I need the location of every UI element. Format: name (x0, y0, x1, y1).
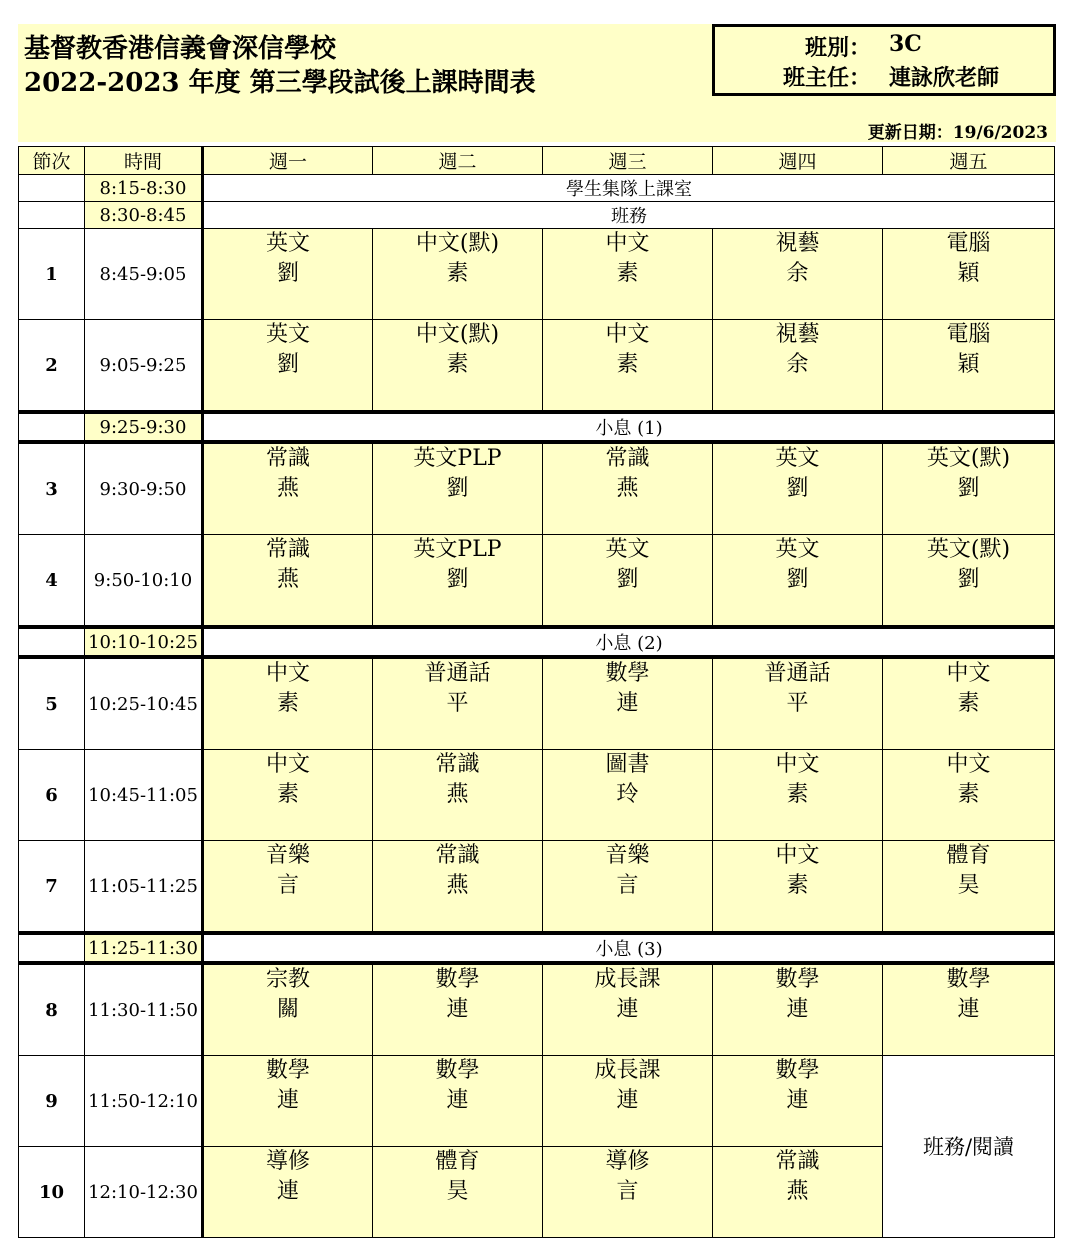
lesson-cell (543, 963, 713, 1056)
teacher: 燕 (786, 1179, 809, 1204)
teacher: 余 (786, 261, 809, 286)
period-time: 10:10-10:25 (85, 627, 203, 657)
update-date: 更新日期：19/6/2023 (867, 123, 1048, 143)
subject: 導修 (265, 1149, 310, 1174)
subject: 英文PLP (413, 446, 502, 471)
lesson-cell (883, 657, 1055, 750)
lesson-cell (543, 1056, 713, 1147)
lesson-cell (713, 229, 883, 320)
teacher: 平 (786, 691, 809, 716)
subject: 體育 (435, 1149, 480, 1174)
teacher: 連 (446, 997, 469, 1022)
lesson-cell (203, 535, 373, 628)
subject: 中文 (265, 661, 310, 686)
table-row (19, 202, 1055, 229)
lesson-cell (883, 750, 1055, 841)
table-row (19, 627, 1055, 657)
lesson-cell (713, 1056, 883, 1147)
teacher: 言 (616, 873, 639, 898)
subject: 中文 (946, 752, 991, 777)
teacher: 言 (616, 1179, 639, 1204)
span-activity: 小息 (3) (203, 933, 1055, 963)
subject: 電腦 (946, 322, 991, 347)
period-number (19, 627, 85, 657)
timetable-title: 2022-2023 年度 第三學段試後上課時間表 (24, 68, 536, 98)
period-number: 8 (19, 963, 85, 1056)
subject: 數學 (775, 967, 820, 992)
school-name: 基督教香港信義會深信學校 (24, 34, 337, 64)
lesson-cell (203, 841, 373, 934)
subject: 英文 (775, 446, 820, 471)
teacher: 昊 (446, 1179, 469, 1204)
lesson-cell (713, 963, 883, 1056)
period-time: 9:05-9:25 (85, 320, 203, 413)
subject: 英文(默) (926, 446, 1011, 471)
lesson-cell (203, 1056, 373, 1147)
subject: 中文 (775, 752, 820, 777)
lesson-cell (883, 320, 1055, 413)
column-header: 週五 (883, 147, 1055, 175)
span-activity: 小息 (1) (203, 412, 1055, 442)
lesson-cell (203, 657, 373, 750)
subject: 常識 (435, 843, 480, 868)
table-row (19, 841, 1055, 934)
teacher: 燕 (446, 782, 469, 807)
column-header: 時間 (85, 147, 203, 175)
period-time: 11:30-11:50 (85, 963, 203, 1056)
merged-line: 班務/ (922, 1134, 973, 1159)
subject: 中文 (775, 843, 820, 868)
teacher: 穎 (957, 352, 980, 377)
header-row (19, 147, 1055, 175)
subject: 體育 (946, 843, 991, 868)
subject: 成長課 (594, 1058, 661, 1083)
teacher: 燕 (276, 567, 299, 592)
teacher: 連 (616, 691, 639, 716)
period-time: 8:15-8:30 (85, 175, 203, 202)
column-header: 節次 (19, 147, 85, 175)
period-time: 9:25-9:30 (85, 412, 203, 442)
lesson-cell (373, 1056, 543, 1147)
lesson-cell (713, 320, 883, 413)
subject: 常識 (605, 446, 650, 471)
title-block (18, 24, 714, 142)
period-time: 9:30-9:50 (85, 442, 203, 535)
teacher: 劉 (446, 567, 469, 592)
teacher: 穎 (957, 261, 980, 286)
table-row (19, 657, 1055, 750)
teacher: 劉 (276, 261, 299, 286)
table-row (19, 750, 1055, 841)
update-area (712, 96, 1056, 142)
teacher: 余 (786, 352, 809, 377)
period-number: 5 (19, 657, 85, 750)
subject: 英文PLP (413, 537, 502, 562)
lesson-cell (543, 229, 713, 320)
period-number (19, 933, 85, 963)
subject: 中文 (605, 322, 650, 347)
subject: 數學 (435, 967, 480, 992)
subject: 音樂 (265, 843, 310, 868)
lesson-cell (373, 442, 543, 535)
lesson-cell (543, 535, 713, 628)
teacher: 素 (446, 261, 469, 286)
teacher: 劉 (786, 567, 809, 592)
lesson-cell (373, 963, 543, 1056)
period-number: 9 (19, 1056, 85, 1147)
teacher: 連 (957, 997, 980, 1022)
merged-line: 閱讀 (972, 1134, 1015, 1159)
teacher: 素 (957, 691, 980, 716)
teacher: 連 (786, 997, 809, 1022)
teacher: 劉 (446, 476, 469, 501)
lesson-cell (713, 535, 883, 628)
lesson-cell (373, 750, 543, 841)
subject: 數學 (775, 1058, 820, 1083)
column-header: 週一 (203, 147, 373, 175)
lesson-cell (713, 841, 883, 934)
table-row (19, 535, 1055, 628)
period-number (19, 175, 85, 202)
subject: 英文 (775, 537, 820, 562)
period-number: 2 (19, 320, 85, 413)
teacher: 燕 (616, 476, 639, 501)
period-number (19, 412, 85, 442)
lesson-cell (203, 320, 373, 413)
span-activity: 班務 (203, 202, 1055, 229)
subject: 音樂 (605, 843, 650, 868)
period-time: 9:50-10:10 (85, 535, 203, 628)
subject: 中文 (265, 752, 310, 777)
subject: 中文(默) (415, 231, 500, 256)
column-header: 週四 (713, 147, 883, 175)
subject: 英文 (605, 537, 650, 562)
lesson-cell (203, 229, 373, 320)
teacher: 連 (616, 1088, 639, 1113)
column-header: 週三 (543, 147, 713, 175)
teacher: 連 (446, 1088, 469, 1113)
lesson-cell (883, 535, 1055, 628)
subject: 普通話 (764, 661, 831, 686)
subject: 數學 (946, 967, 991, 992)
teacher: 素 (786, 873, 809, 898)
teacher: 連 (276, 1088, 299, 1113)
lesson-cell (543, 750, 713, 841)
lesson-cell (713, 442, 883, 535)
subject: 視藝 (775, 322, 820, 347)
subject: 導修 (605, 1149, 650, 1174)
lesson-cell (203, 442, 373, 535)
teacher: 素 (786, 782, 809, 807)
lesson-cell (373, 320, 543, 413)
lesson-cell (543, 320, 713, 413)
span-activity: 學生集隊上課室 (203, 175, 1055, 202)
period-number: 1 (19, 229, 85, 320)
column-header: 週二 (373, 147, 543, 175)
period-number: 7 (19, 841, 85, 934)
teacher: 劉 (276, 352, 299, 377)
teacher: 素 (276, 782, 299, 807)
lesson-cell (203, 963, 373, 1056)
lesson-cell (543, 657, 713, 750)
lesson-cell (883, 229, 1055, 320)
subject: 電腦 (946, 231, 991, 256)
teacher: 素 (276, 691, 299, 716)
table-row (19, 1056, 1055, 1147)
subject: 數學 (605, 661, 650, 686)
subject: 普通話 (424, 661, 491, 686)
subject: 常識 (265, 537, 310, 562)
class-info-box (712, 24, 1056, 96)
teacher: 劉 (957, 476, 980, 501)
teacher: 連 (616, 997, 639, 1022)
period-time: 8:45-9:05 (85, 229, 203, 320)
teacher: 連 (786, 1088, 809, 1113)
table-row (19, 320, 1055, 413)
period-number (19, 202, 85, 229)
friday-class-affairs (883, 1056, 1055, 1238)
timetable (18, 146, 1055, 1238)
period-time: 12:10-12:30 (85, 1147, 203, 1238)
period-time: 11:25-11:30 (85, 933, 203, 963)
subject: 英文 (265, 231, 310, 256)
subject: 視藝 (775, 231, 820, 256)
subject: 常識 (435, 752, 480, 777)
subject: 英文 (265, 322, 310, 347)
lesson-cell (883, 442, 1055, 535)
subject: 數學 (265, 1058, 310, 1083)
lesson-cell (373, 841, 543, 934)
period-time: 11:05-11:25 (85, 841, 203, 934)
table-row (19, 442, 1055, 535)
lesson-cell (713, 750, 883, 841)
period-number: 6 (19, 750, 85, 841)
lesson-cell (883, 963, 1055, 1056)
subject: 成長課 (594, 967, 661, 992)
period-number: 10 (19, 1147, 85, 1238)
class-label: 班別： (804, 35, 871, 61)
lesson-cell (203, 750, 373, 841)
timetable-body (19, 175, 1055, 1238)
subject: 中文 (605, 231, 650, 256)
lesson-cell (373, 229, 543, 320)
lesson-cell (543, 442, 713, 535)
teacher: 玲 (616, 782, 639, 807)
lesson-cell (883, 841, 1055, 934)
lesson-cell (373, 535, 543, 628)
subject: 數學 (435, 1058, 480, 1083)
teacher-label: 班主任： (782, 65, 871, 91)
subject: 常識 (265, 446, 310, 471)
teacher: 劉 (957, 567, 980, 592)
lesson-cell (373, 657, 543, 750)
teacher: 平 (446, 691, 469, 716)
subject: 圖書 (605, 752, 650, 777)
class-value: 3C (889, 31, 922, 57)
period-number: 3 (19, 442, 85, 535)
period-time: 10:25-10:45 (85, 657, 203, 750)
period-time: 11:50-12:10 (85, 1056, 203, 1147)
teacher: 言 (276, 873, 299, 898)
subject: 中文(默) (415, 322, 500, 347)
teacher: 素 (957, 782, 980, 807)
teacher: 劉 (786, 476, 809, 501)
table-row (19, 963, 1055, 1056)
teacher: 素 (446, 352, 469, 377)
period-time: 8:30-8:45 (85, 202, 203, 229)
teacher: 劉 (616, 567, 639, 592)
teacher: 燕 (446, 873, 469, 898)
table-row (19, 933, 1055, 963)
table-row (19, 412, 1055, 442)
teacher: 燕 (276, 476, 299, 501)
subject: 英文(默) (926, 537, 1011, 562)
span-activity: 小息 (2) (203, 627, 1055, 657)
subject: 中文 (946, 661, 991, 686)
period-time: 10:45-11:05 (85, 750, 203, 841)
subject: 宗教 (265, 967, 310, 992)
table-row (19, 229, 1055, 320)
lesson-cell (543, 841, 713, 934)
teacher-value: 連詠欣老師 (889, 65, 1000, 91)
subject: 常識 (775, 1149, 820, 1174)
table-row (19, 175, 1055, 202)
teacher: 關 (276, 997, 299, 1022)
teacher: 素 (616, 261, 639, 286)
teacher: 素 (616, 352, 639, 377)
teacher: 連 (276, 1179, 299, 1204)
period-number: 4 (19, 535, 85, 628)
teacher: 昊 (957, 873, 980, 898)
lesson-cell (713, 657, 883, 750)
